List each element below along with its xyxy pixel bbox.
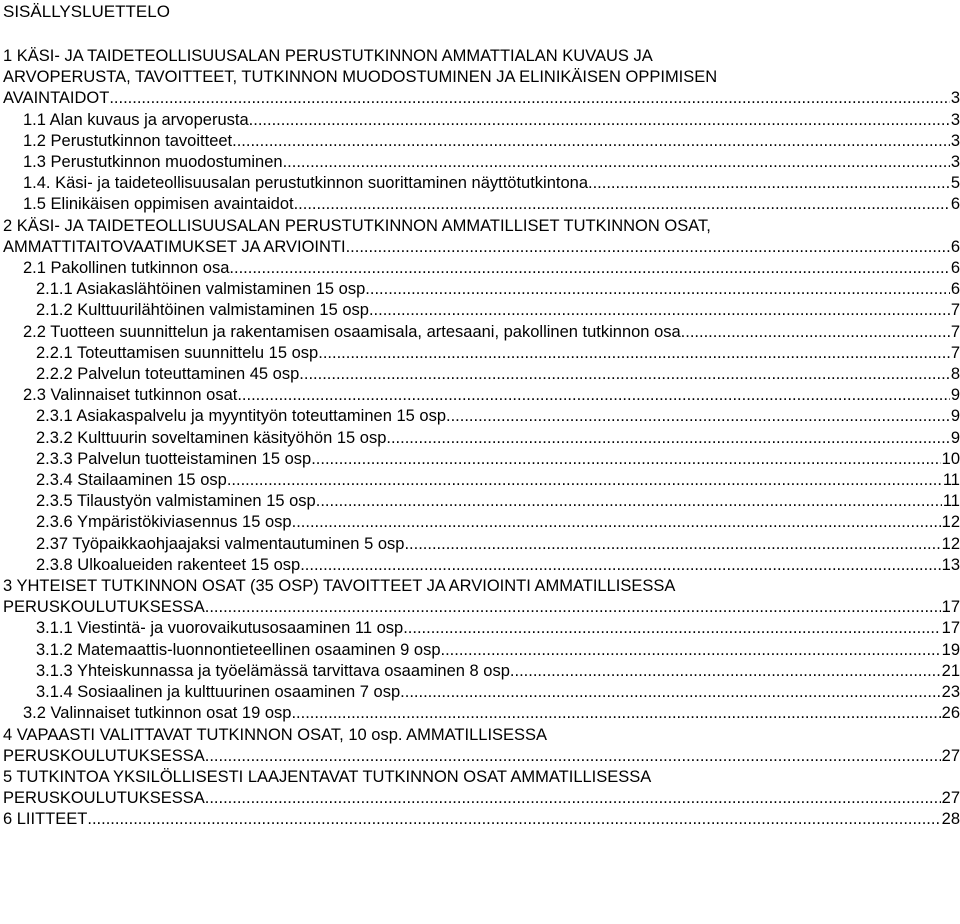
toc-entry-row [36, 555, 960, 576]
toc-entry-title: 2.1.1 Asiakaslähtöinen valmistaminen 15 osp [36, 280, 366, 299]
toc-entry[interactable] [0, 534, 960, 555]
toc-entry[interactable] [0, 725, 960, 767]
toc-entry[interactable] [0, 618, 960, 639]
toc-entry-title: 2.3.1 Asiakaspalvelu ja myyntityön toteuttaminen 15 osp [36, 407, 446, 426]
toc-leader-dots [311, 449, 940, 470]
toc-entry[interactable] [0, 449, 960, 470]
toc-entry-row [3, 788, 960, 809]
toc-entry-row [23, 703, 960, 724]
toc-entry[interactable] [0, 385, 960, 406]
toc-entry-row [23, 322, 960, 343]
toc-page-number: 6 [950, 237, 960, 256]
toc-leader-dots [316, 491, 942, 512]
toc-page-number: 28 [941, 810, 960, 829]
table-of-contents [0, 46, 960, 831]
toc-page-number: 11 [942, 492, 960, 511]
toc-page-number: 6 [950, 259, 960, 278]
toc-page-number: 11 [942, 471, 960, 490]
toc-page-number: 3 [950, 153, 960, 172]
toc-entry[interactable] [0, 258, 960, 279]
toc-leader-dots [237, 385, 949, 406]
toc-entry[interactable] [0, 110, 960, 131]
toc-entry[interactable] [0, 512, 960, 533]
toc-page-number: 19 [941, 640, 960, 659]
toc-leader-dots [205, 746, 941, 767]
toc-entry-title: AMMATTITAITOVAATIMUKSET JA ARVIOINTI [3, 237, 346, 256]
toc-leader-dots [299, 364, 950, 385]
toc-page-number: 12 [941, 513, 960, 532]
toc-entry-row [36, 470, 960, 491]
toc-leader-dots [294, 194, 950, 215]
toc-page-number: 17 [941, 619, 960, 638]
toc-entry[interactable] [0, 682, 960, 703]
toc-entry[interactable] [0, 576, 960, 618]
toc-entry-title: 1.2 Perustutkinnon tavoitteet [23, 131, 233, 150]
toc-page-number: 8 [950, 365, 960, 384]
toc-entry-title: PERUSKOULUTUKSESSA [3, 746, 205, 765]
toc-entry-title: 2.3.4 Stailaaminen 15 osp [36, 471, 227, 490]
toc-leader-dots [510, 661, 941, 682]
toc-entry-title: AVAINTAIDOT [3, 89, 110, 108]
toc-entry-title: 1.3 Perustutkinnon muodostuminen [23, 153, 283, 172]
toc-entry-row [36, 661, 960, 682]
toc-entry[interactable] [0, 343, 960, 364]
toc-entry[interactable] [0, 152, 960, 173]
toc-entry-row [36, 640, 960, 661]
toc-page-number: 23 [941, 683, 960, 702]
toc-entry[interactable] [0, 661, 960, 682]
toc-entry-title: 3.1.4 Sosiaalinen ja kulttuurinen osaaminen 7 osp [36, 683, 401, 702]
toc-leader-dots [291, 703, 940, 724]
toc-entry-title: 2.3.2 Kulttuurin soveltaminen käsityöhön 15 osp [36, 428, 387, 447]
toc-entry-title: 6 LIITTEET [3, 810, 88, 829]
toc-entry-row [23, 152, 960, 173]
toc-entry-row [3, 746, 960, 767]
toc-entry-title: 2.3.5 Tilaustyön valmistaminen 15 osp [36, 492, 316, 511]
toc-leader-dots [229, 258, 949, 279]
toc-entry-heading-line: ARVOPERUSTA, TAVOITTEET, TUTKINNON MUODOSTUMINEN JA ELINIKÄISEN OPPIMISEN [3, 68, 718, 87]
toc-entry-row [23, 258, 960, 279]
toc-entry-row [23, 110, 960, 131]
toc-entry-row [3, 809, 960, 830]
toc-entry-title: 2.3 Valinnaiset tutkinnon osat [23, 386, 238, 405]
toc-entry[interactable] [0, 767, 960, 809]
toc-entry-title: 3.2 Valinnaiset tutkinnon osat 19 osp [23, 704, 292, 723]
toc-entry-row [23, 194, 960, 215]
toc-entry-row [23, 173, 960, 194]
toc-entry-row [36, 534, 960, 555]
toc-leader-dots [404, 534, 940, 555]
page-title: SISÄLLYSLUETTELO [3, 2, 170, 21]
toc-entry-title: 1.1 Alan kuvaus ja arvoperusta [23, 110, 249, 129]
toc-entry-title: 1.5 Elinikäisen oppimisen avaintaidot [23, 195, 294, 214]
toc-page-number: 3 [950, 110, 960, 129]
toc-entry-title: 3.1.2 Matemaattis-luonnontieteellinen osaaminen 9 osp [36, 640, 441, 659]
toc-page-number: 3 [950, 89, 960, 108]
toc-entry-title: 3.1.3 Yhteiskunnassa ja työelämässä tarvittava osaaminen 8 osp [36, 661, 510, 680]
toc-entry[interactable] [0, 46, 960, 110]
toc-entry[interactable] [0, 322, 960, 343]
toc-page-number: 6 [950, 280, 960, 299]
toc-entry-heading-line: 2 KÄSI- JA TAIDETEOLLISUUSALAN PERUSTUTKINNON AMMATILLISET TUTKINNON OSAT, [3, 216, 711, 235]
toc-page-number: 7 [950, 343, 960, 362]
toc-entry[interactable] [0, 491, 960, 512]
toc-entry[interactable] [0, 703, 960, 724]
toc-entry[interactable] [0, 131, 960, 152]
toc-entry[interactable] [0, 428, 960, 449]
toc-entry-heading-line: 5 TUTKINTOA YKSILÖLLISESTI LAAJENTAVAT TUTKINNON OSAT AMMATILLISESSA [3, 767, 652, 786]
toc-entry-row [36, 406, 960, 427]
toc-entry-title: 2.2.1 Toteuttamisen suunnittelu 15 osp [36, 343, 319, 362]
toc-entry[interactable] [0, 555, 960, 576]
toc-entry-row [36, 364, 960, 385]
toc-page-number: 9 [950, 407, 960, 426]
toc-entry[interactable] [0, 640, 960, 661]
toc-entry-row [3, 88, 960, 109]
toc-entry-row [23, 385, 960, 406]
toc-leader-dots [400, 682, 940, 703]
toc-entry-row [36, 491, 960, 512]
toc-page-number: 27 [941, 789, 960, 808]
toc-page-number: 9 [950, 428, 960, 447]
toc-leader-dots [369, 300, 950, 321]
toc-entry-title: 2.3.6 Ympäristökiviasennus 15 osp [36, 513, 292, 532]
toc-entry[interactable] [0, 406, 960, 427]
toc-leader-dots [205, 597, 941, 618]
toc-entry-heading-line: 1 KÄSI- JA TAIDETEOLLISUUSALAN PERUSTUTKINNON AMMATTIALAN KUVAUS JA [3, 47, 653, 65]
toc-entry-row [36, 343, 960, 364]
toc-leader-dots [588, 173, 950, 194]
toc-leader-dots [403, 618, 940, 639]
toc-entry-title: 3.1.1 Viestintä- ja vuorovaikutusosaaminen 11 osp [36, 619, 404, 638]
toc-page-number: 10 [941, 449, 960, 468]
toc-entry-title: 2.2 Tuotteen suunnittelun ja rakentamisen osaamisala, artesaani, pakollinen tutkinnon osa [23, 322, 681, 341]
toc-entry-title: PERUSKOULUTUKSESSA [3, 789, 205, 808]
toc-entry-title: PERUSKOULUTUKSESSA [3, 598, 205, 617]
toc-entry-title: 2.3.8 Ulkoalueiden rakenteet 15 osp [36, 555, 301, 574]
toc-page-number: 26 [941, 704, 960, 723]
toc-page-number: 7 [950, 322, 960, 341]
toc-entry-row [36, 428, 960, 449]
toc-leader-dots [292, 512, 941, 533]
toc-leader-dots [87, 809, 940, 830]
toc-leader-dots [283, 152, 950, 173]
toc-entry[interactable] [0, 216, 960, 258]
toc-page-number: 5 [950, 174, 960, 193]
toc-leader-dots [205, 788, 941, 809]
toc-leader-dots [227, 470, 942, 491]
toc-entry-row [36, 300, 960, 321]
toc-page-number: 6 [950, 195, 960, 214]
toc-entry-title: 2.1.2 Kulttuurilähtöinen valmistaminen 15 osp [36, 301, 369, 320]
toc-leader-dots [109, 88, 949, 109]
toc-entry[interactable] [0, 809, 960, 830]
toc-entry[interactable] [0, 279, 960, 300]
toc-leader-dots [318, 343, 950, 364]
toc-entry-row [36, 512, 960, 533]
toc-entry-row [23, 131, 960, 152]
toc-page-number: 3 [950, 131, 960, 150]
toc-page-number: 12 [941, 534, 960, 553]
toc-entry-heading-line: 3 YHTEISET TUTKINNON OSAT (35 OSP) TAVOITTEET JA ARVIOINTI AMMATILLISESSA [3, 577, 676, 596]
toc-entry-heading-line: 4 VAPAASTI VALITTAVAT TUTKINNON OSAT, 10 osp. AMMATILLISESSA [3, 725, 548, 744]
toc-leader-dots [300, 555, 940, 576]
toc-entry-row [36, 682, 960, 703]
toc-entry[interactable] [0, 194, 960, 215]
toc-page-number: 9 [950, 386, 960, 405]
toc-entry-row [36, 449, 960, 470]
toc-entry-title: 2.37 Työpaikkaohjaajaksi valmentautuminen 5 osp [36, 534, 405, 553]
toc-page-number: 27 [941, 746, 960, 765]
toc-leader-dots [346, 237, 950, 258]
toc-entry-row [36, 279, 960, 300]
toc-leader-dots [446, 406, 950, 427]
toc-page-number: 17 [941, 598, 960, 617]
toc-page-number: 13 [941, 555, 960, 574]
toc-entry-row [3, 597, 960, 618]
toc-leader-dots [681, 322, 950, 343]
toc-entry[interactable] [0, 470, 960, 491]
toc-leader-dots [232, 131, 950, 152]
toc-page-number: 7 [950, 301, 960, 320]
toc-entry[interactable] [0, 364, 960, 385]
toc-entry-title: 2.3.3 Palvelun tuotteistaminen 15 osp [36, 449, 312, 468]
toc-page-number: 21 [941, 661, 960, 680]
toc-entry-row [36, 618, 960, 639]
toc-entry-row [3, 237, 960, 258]
toc-leader-dots [386, 428, 949, 449]
toc-entry-title: 1.4. Käsi- ja taideteollisuusalan perustutkinnon suorittaminen näyttötutkintona [23, 174, 589, 193]
toc-entry[interactable] [0, 173, 960, 194]
toc-leader-dots [249, 110, 950, 131]
toc-leader-dots [441, 640, 941, 661]
toc-leader-dots [365, 279, 950, 300]
toc-entry-title: 2.2.2 Palvelun toteuttaminen 45 osp [36, 365, 300, 384]
toc-entry-title: 2.1 Pakollinen tutkinnon osa [23, 259, 230, 278]
toc-entry[interactable] [0, 300, 960, 321]
